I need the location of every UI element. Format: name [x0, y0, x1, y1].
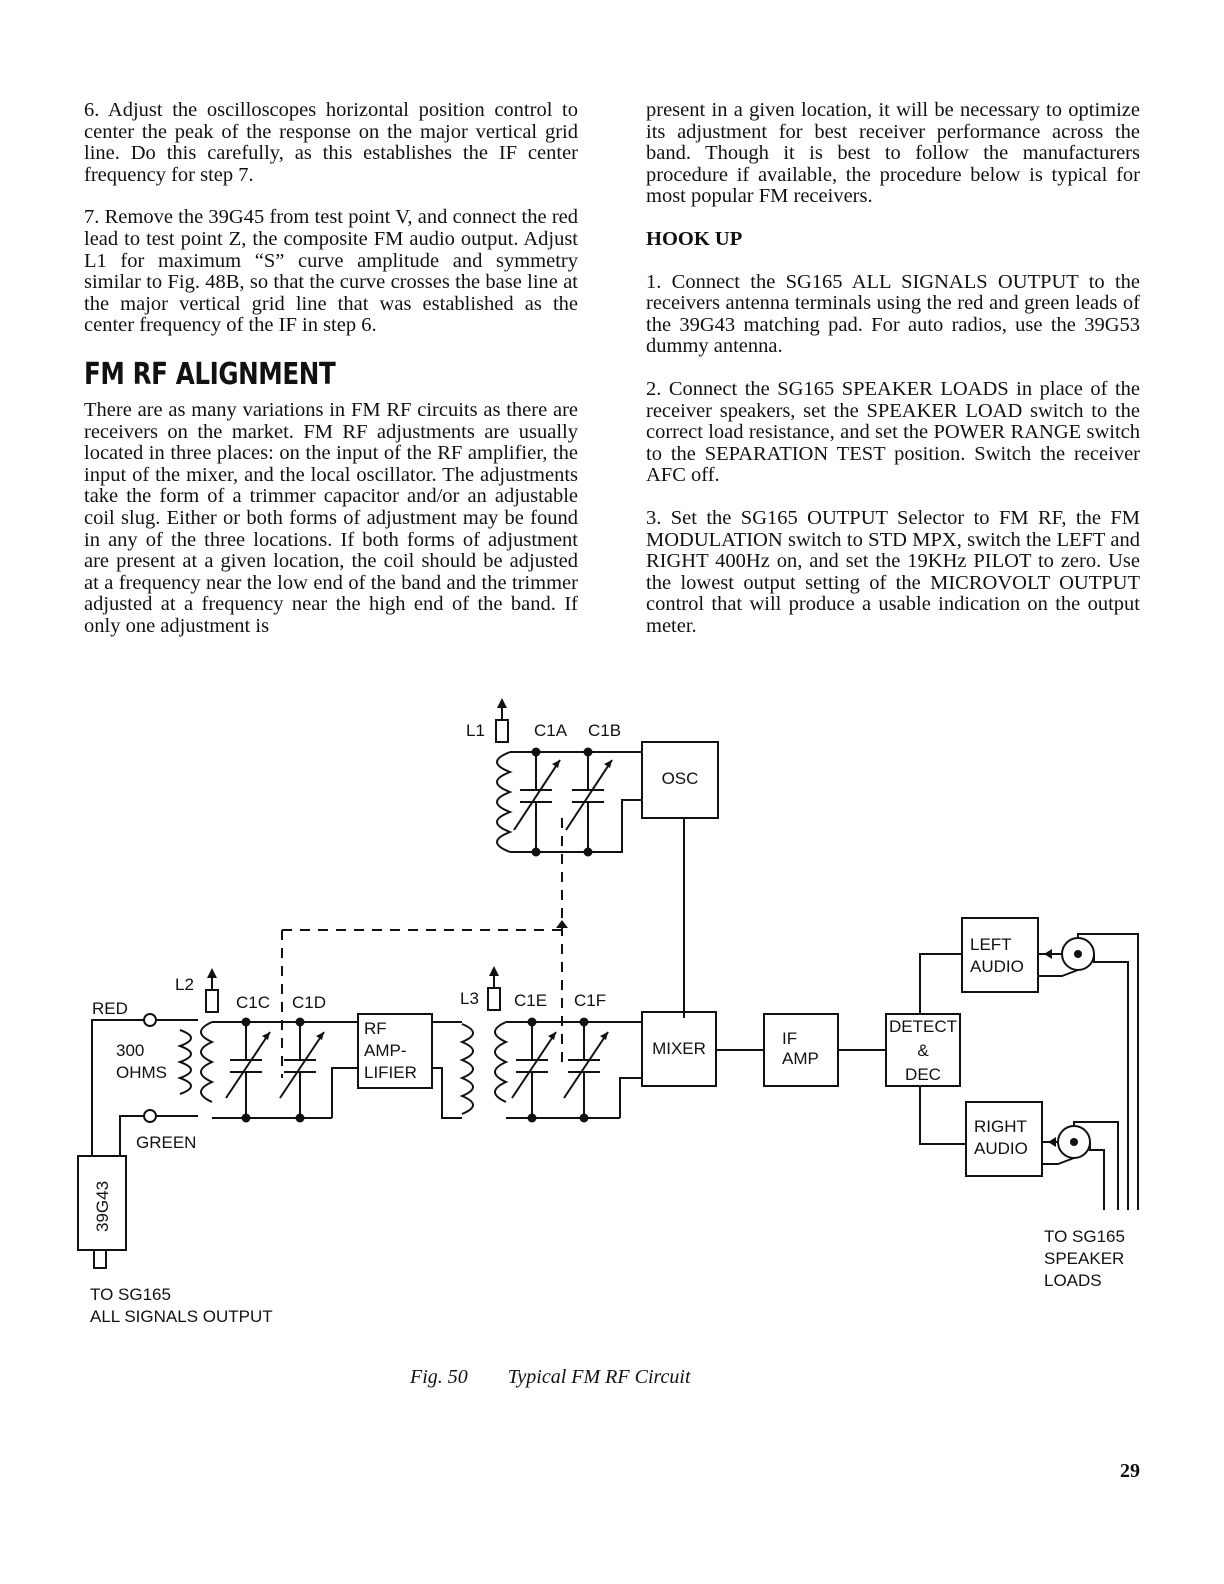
label-c1b: C1B [588, 721, 622, 740]
rf-amp-label-1: RF [364, 1019, 387, 1038]
rf-amp-label-2: AMP- [364, 1041, 407, 1060]
hookup-step-2: 2. Connect the SG165 SPEAKER LOADS in place of the receiver speakers, set the SPEAKER LOAD switch to the correct load resistance, and set the POWER RANGE switch to the SEPARATION TEST position. Switch the receiver AFC off. [646, 377, 1140, 487]
l2-primary-coil [180, 1030, 191, 1094]
label-c1e: C1E [514, 991, 548, 1010]
to-sg165-left-line-2: ALL SIGNALS OUTPUT [90, 1307, 273, 1326]
osc-label: OSC [661, 769, 699, 788]
to-sg165-right-line-3: LOADS [1044, 1271, 1102, 1290]
section-heading: FM RF ALIGNMENT [84, 356, 336, 392]
detect-label-2: & [917, 1041, 929, 1060]
hook-up-heading: HOOK UP [646, 227, 743, 250]
pad-label: 39G43 [93, 1180, 112, 1232]
to-sg165-right-line-2: SPEAKER [1044, 1249, 1125, 1268]
l3-secondary-coil [495, 1022, 506, 1102]
step-6-paragraph: 6. Adjust the oscilloscopes horizontal position control to center the peak of the response on the major vertical grid line. Do this carefully, as this establishes the IF center frequency for step 7. [84, 99, 578, 186]
left-audio-block [962, 918, 1038, 992]
hookup-step-1: 1. Connect the SG165 ALL SIGNALS OUTPUT to the receivers antenna terminals using the red and green leads of the 39G43 matching pad. For auto radios, use the 39G53 dummy antenna. [646, 270, 1140, 358]
l2-secondary-coil [201, 1022, 212, 1102]
right-audio-label-1: RIGHT [974, 1117, 1027, 1136]
label-ohms-unit: OHMS [116, 1063, 167, 1082]
label-l1: L1 [466, 721, 485, 740]
left-column [84, 100, 578, 658]
l1-coil-symbol [497, 752, 510, 852]
to-sg165-left-line-1: TO SG165 [90, 1285, 171, 1304]
label-c1d: C1D [292, 993, 327, 1012]
step-7-paragraph: 7. Remove the 39G45 from test point V, and connect the red lead to test point Z, the composite FM audio output. Adjust L1 for maximum “S” curve amplitude and symmetry similar to Fig. 48B, so that the curve crosses the base line at the major vertical grid line that was established as the center frequency of the IF in step 6. [84, 206, 578, 337]
right-column [646, 100, 1140, 658]
figure-caption [410, 1366, 691, 1389]
label-c1f: C1F [574, 991, 607, 1010]
label-red: RED [92, 999, 128, 1018]
mixer-label: MIXER [652, 1039, 706, 1058]
fm-rf-circuit-diagram [0, 690, 1224, 1350]
rf-amp-label-3: LIFIER [364, 1063, 417, 1082]
if-amp-label-1: IF [782, 1029, 798, 1048]
if-amp-label-2: AMP [782, 1049, 819, 1068]
continuation-paragraph: present in a given location, it will be necessary to optimize its adjustment for best receiver performance across the band. Though it is best to follow the manufacturers procedure if available, the procedure below is typical for most popular FM receivers. [646, 99, 1140, 208]
page-number: 29 [1120, 1460, 1140, 1482]
to-sg165-right-line-1: TO SG165 [1044, 1227, 1125, 1246]
l3-primary-coil [462, 1024, 473, 1114]
fm-rf-intro-paragraph: There are as many variations in FM RF circuits as there are receivers on the market. FM RF adjustments are usually located in three places: on the input of the RF amplifier, the input of the mixer, and the local oscillator. The adjustments take the form of a trimmer capacitor and/or an adjustable coil slug. Either or both forms of adjustment may be found in any of the three locations. If both forms of adjustment are present at a given location, the coil should be adjusted at a frequency near the low end of the band and the trimmer adjusted at a frequency near the high end of the band. If only one adjustment is [84, 398, 578, 637]
label-ohms-value: 300 [116, 1041, 145, 1060]
detect-label-1: DETECT [889, 1017, 957, 1036]
detect-label-3: DEC [905, 1065, 941, 1084]
label-green: GREEN [136, 1133, 197, 1152]
left-audio-label-2: AUDIO [970, 957, 1024, 976]
label-c1c: C1C [236, 993, 271, 1012]
hookup-step-3: 3. Set the SG165 OUTPUT Selector to FM RF, the FM MODULATION switch to STD MPX, switch the LEFT and RIGHT 400Hz on, and set the 19KHz PILOT to zero. Use the lowest output setting of the MICROVOLT OUTPUT control that will produce a usable indication on the output meter. [646, 506, 1140, 637]
figure-number: Fig. 50 [410, 1366, 468, 1388]
figure-title: Typical FM RF Circuit [507, 1366, 691, 1388]
label-l3: L3 [460, 989, 479, 1008]
label-l2: L2 [175, 975, 194, 994]
right-audio-label-2: AUDIO [974, 1139, 1028, 1158]
label-c1a: C1A [534, 721, 568, 740]
left-audio-label-1: LEFT [970, 935, 1012, 954]
